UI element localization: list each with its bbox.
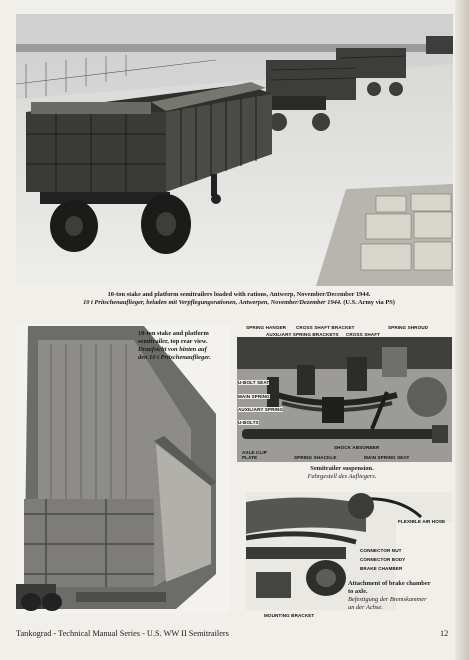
brake-caption-line4: an der Achse. — [348, 604, 383, 611]
label-auxiliary-spring-brackets: AUXILIARY SPRING BRACKETS — [266, 332, 339, 337]
rear-caption-line2: semitrailer, top rear view. — [138, 338, 208, 345]
top-caption-line1: 10-ton stake and platform semitrailers loaded with rations, Antwerp, November/December 1944. — [107, 291, 371, 298]
page-number: 12 — [440, 629, 449, 638]
suspension-caption — [262, 465, 422, 481]
brake-caption-line1: Attachment of brake chamber — [348, 580, 431, 587]
label-brake-chamber: BRAKE CHAMBER — [360, 566, 403, 571]
suspension-image — [237, 337, 452, 462]
brake-caption — [348, 580, 452, 612]
label-main-spring: MAIN SPRING — [238, 394, 270, 399]
label-shock-absorber: SHOCK ABSORBER — [334, 445, 380, 450]
label-cross-shaft: CROSS SHAFT — [346, 332, 381, 337]
rear-view-photo — [16, 324, 230, 614]
top-photo-caption — [34, 291, 444, 307]
top-caption-credit: (U.S. Army via PS) — [343, 299, 395, 306]
label-spring-shroud: SPRING SHROUD — [388, 325, 429, 330]
label-connector-body: CONNECTOR BODY — [360, 557, 406, 562]
label-auxiliary-spring: AUXILIARY SPRING — [238, 407, 283, 412]
label-mounting-bracket: MOUNTING BRACKET — [264, 613, 315, 618]
footer-series: Tankograd - Technical Manual Series - U.S. WW II Semitrailers — [16, 629, 229, 638]
brake-caption-line2: to axle. — [348, 588, 368, 595]
label-main-spring-seat: MAIN SPRING SEAT — [364, 455, 410, 460]
label-cross-shaft-bracket: CROSS SHAFT BRACKET — [296, 325, 355, 330]
trailer-rear-image — [16, 324, 230, 614]
label-u-bolt-seat: U-BOLT SEAT — [238, 380, 270, 385]
label-axle-clip-line2: PLATE — [242, 455, 258, 461]
top-caption-line2: 10 t Pritschenauflieger, beladen mit Verpflegungsrationen, Antwerpen, November/Dezember 1944. — [83, 299, 342, 306]
label-axle-clip-line1: AXLE CLIP — [242, 450, 267, 455]
label-connector-nut: CONNECTOR NUT — [360, 548, 402, 553]
rear-view-caption — [138, 330, 238, 362]
label-spring-shackle: SPRING SHACKLE — [294, 455, 337, 460]
page-edge — [455, 0, 469, 660]
rear-caption-line3: Draufsicht von hinten auf — [138, 346, 207, 353]
suspension-caption-line1: Semitrailer suspension. — [310, 465, 374, 472]
label-spring-hanger: SPRING HANGER — [246, 325, 287, 330]
rear-caption-line1: 10-ton stake and platform — [138, 330, 209, 337]
label-axle-clip — [242, 450, 267, 461]
suspension-caption-line2: Fahrgestell des Aufliegers. — [307, 473, 377, 480]
label-u-bolts: U-BOLTS — [238, 420, 259, 425]
brake-caption-line3: Befestigung der Bremskammer — [348, 596, 427, 603]
label-flexible-air-hose: FLEXIBLE AIR HOSE — [398, 519, 446, 524]
suspension-photo — [237, 337, 452, 462]
convoy-photo-image — [16, 14, 453, 286]
top-photo — [16, 14, 453, 286]
rear-caption-line4: den 10 t Pritschenauflieger. — [138, 354, 211, 361]
